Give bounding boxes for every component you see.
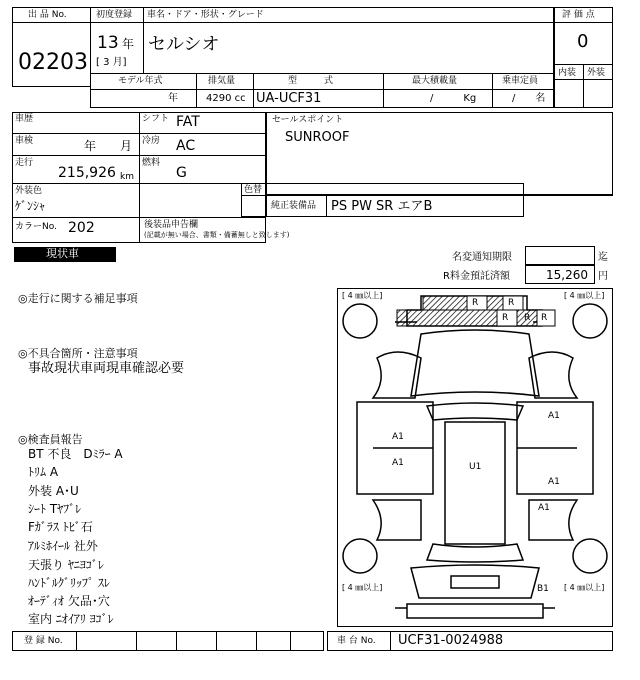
inspector-line: Fｶﾞﾗｽ ﾄﾋﾞ石 — [28, 520, 93, 534]
trunk — [411, 565, 539, 598]
name-change-unit: 迄 — [598, 252, 608, 263]
model-year-label: モデル年式 — [118, 76, 163, 86]
roof — [445, 422, 505, 544]
genuine-equipment-label: 純正装備品 — [271, 201, 317, 211]
lot-label: 出 品 No. — [28, 10, 67, 20]
tire-front-left — [343, 304, 377, 338]
inspector-line: 外装 A･U — [28, 484, 79, 498]
damage-code: A1 — [392, 432, 404, 442]
driving-notes-header: ◎走行に関する補足事項 — [18, 292, 138, 305]
damage-code: A1 — [548, 411, 560, 421]
inspector-line: ｵｰﾃﾞｨｵ 欠品･穴 — [28, 594, 110, 608]
lot-number: 02203 — [18, 50, 88, 75]
damage-code: B1 — [537, 584, 549, 594]
car-name-label: 車名・ドア・形状・グレード — [147, 10, 264, 20]
damage-code: A1 — [548, 477, 560, 487]
mileage-unit: km — [120, 172, 134, 182]
capacity-label: 乗車定員 — [502, 76, 539, 86]
inspection-label: 車検 — [15, 136, 34, 146]
fuel-value: G — [176, 165, 187, 181]
color-no-label: カラーNo. — [15, 222, 57, 232]
interior-label: 内装 — [558, 68, 577, 78]
inspector-line: 室内 ﾆｵｲｱﾘ ﾖｺﾞﾚ — [28, 612, 114, 626]
rear-fender-left — [373, 500, 421, 540]
inspector-line: ｼｰﾄ Tﾔﾌﾞﾚ — [28, 502, 82, 516]
repair-mark: R — [472, 298, 479, 308]
recycle-fee: 15,260 — [546, 268, 588, 282]
inspector-report-header: ◎検査員報告 — [18, 433, 83, 446]
inspector-line: BT 不良 Dﾐﾗｰ A — [28, 447, 123, 461]
genuine-equipment-value: PS PW SR エアB — [331, 199, 433, 214]
ac-label: 冷房 — [142, 136, 161, 146]
windshield — [427, 403, 523, 420]
defect-notes-header: ◎不具合箇所・注意事項 — [18, 347, 138, 360]
damage-code: A1 — [392, 458, 404, 468]
tire-rear-right — [573, 539, 607, 573]
repair-mark: R — [508, 298, 515, 308]
chassis-label: 車 台 No. — [337, 636, 376, 646]
type-label: 型 式 — [288, 76, 334, 86]
car-name: セルシオ — [148, 34, 220, 55]
damage-code: U1 — [469, 462, 482, 472]
model-year-unit: 年 — [168, 93, 178, 104]
score-label: 評 価 点 — [562, 10, 595, 20]
rear-fender-right — [529, 500, 577, 540]
exterior-color-label: 外装色 — [15, 186, 43, 196]
tire-front-right — [573, 304, 607, 338]
inspector-line: ﾊﾝﾄﾞﾙｸﾞﾘｯﾌﾟ ｽﾚ — [28, 576, 110, 590]
inspector-line: ｱﾙﾐﾎｲｰﾙ 社外 — [28, 539, 98, 553]
max-load-value: / Kg — [430, 93, 477, 104]
rear-window — [427, 544, 523, 562]
recycle-label: R料金預託済額 — [443, 271, 510, 282]
shift-label: シフト — [142, 114, 170, 124]
rear-plate — [451, 576, 499, 588]
exterior-color-value: ｹﾞﾝｼｬ — [15, 199, 46, 213]
color-no-value: 202 — [68, 220, 95, 236]
recycle-unit: 円 — [598, 271, 608, 282]
year-unit: 年 — [122, 37, 135, 51]
tire-label-front-left: [ 4 ㎜以上] — [342, 291, 383, 300]
mileage-label: 走行 — [15, 158, 34, 168]
tire-label-rear-left: [ 4 ㎜以上] — [342, 583, 383, 592]
name-change-box — [525, 246, 595, 265]
displacement-value: 4290 cc — [206, 93, 246, 104]
displacement-label: 排気量 — [208, 76, 236, 86]
exterior-label: 外装 — [587, 68, 606, 78]
sales-point-label: セールスポイント — [272, 115, 344, 125]
repair-mark: R — [502, 313, 509, 323]
repair-mark: R — [541, 313, 548, 323]
ac-value: AC — [176, 138, 196, 154]
fuel-label: 燃料 — [142, 158, 161, 168]
color-change-label: 色替 — [244, 185, 263, 195]
defect-notes-text: 事故現状車両現車確認必要 — [28, 361, 185, 376]
tire-rear-left — [343, 539, 377, 573]
repair-mark: R — [524, 313, 531, 323]
score-value: 0 — [577, 31, 589, 52]
name-change-label: 名変通知期限 — [452, 252, 512, 263]
hood — [411, 330, 539, 396]
aftermarket-label: 後装品申告欄 — [144, 220, 199, 230]
current-car-label: 現状車 — [46, 247, 79, 260]
sales-point-value: SUNROOF — [285, 130, 350, 145]
capacity-value: / 名 — [512, 93, 546, 104]
car-diagram — [337, 288, 613, 627]
first-registration-year: 13 — [97, 33, 119, 53]
max-load-label: 最大積載量 — [412, 76, 458, 86]
tire-label-rear-right: [ 4 ㎜以上] — [564, 583, 605, 592]
inspection-value: 年 月 — [84, 139, 133, 153]
inspector-line: ﾄﾘﾑ A — [28, 465, 59, 479]
registration-label: 登 録 No. — [24, 636, 63, 646]
aftermarket-note: (記載が無い場合、書類・備蓄無しと致します) — [144, 231, 290, 239]
type-value: UA-UCF31 — [256, 91, 322, 106]
rear-bumper — [407, 604, 543, 618]
mileage-value: 215,926 — [58, 165, 116, 181]
shift-value: FAT — [176, 114, 200, 130]
first-registration-month: [ 3 月] — [96, 57, 127, 68]
history-label: 車歴 — [15, 114, 34, 124]
repair-panel-front-lower — [397, 310, 555, 326]
inspector-line: 天張り ﾔﾆﾖｺﾞﾚ — [28, 558, 104, 572]
tire-label-front-right: [ 4 ㎜以上] — [564, 291, 605, 300]
first-registration-label: 初度登録 — [96, 10, 133, 20]
damage-code: A1 — [538, 503, 550, 513]
chassis-number: UCF31-0024988 — [398, 633, 504, 648]
